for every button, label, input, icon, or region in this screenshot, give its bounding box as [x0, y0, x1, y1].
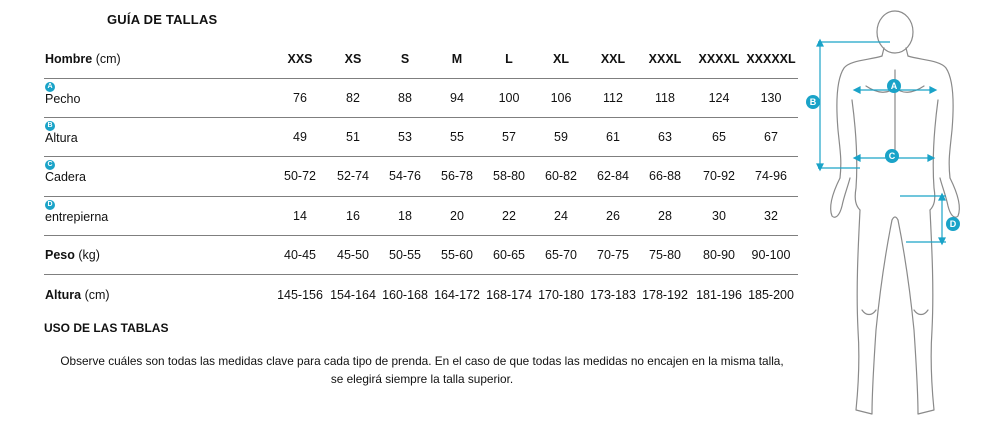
table-cell: 173-183 [590, 288, 636, 302]
table-cell: 66-88 [649, 169, 681, 183]
table-cell: 82 [346, 91, 360, 105]
table-cell: 154-164 [330, 288, 376, 302]
table-header-row [44, 44, 798, 79]
row-label: entrepierna [45, 210, 109, 224]
table-cell: 40-45 [284, 248, 316, 262]
size-header: XXXXL [698, 52, 740, 66]
table-cell: 145-156 [277, 288, 323, 302]
row-label: Pecho [45, 92, 81, 106]
figure-marker-c: C [888, 151, 896, 161]
size-header: L [505, 52, 513, 66]
size-table [44, 44, 798, 313]
table-cell: 32 [764, 209, 778, 223]
table-cell: 62-84 [597, 169, 629, 183]
table-cell: 70-75 [597, 248, 629, 262]
table-cell: 55 [450, 130, 464, 144]
table-cell: 65-70 [545, 248, 577, 262]
marker-a-icon: A [45, 82, 55, 92]
table-cell: 60-65 [493, 248, 525, 262]
table-cell: 185-200 [748, 288, 794, 302]
table-cell: 53 [398, 130, 412, 144]
table-cell: 18 [398, 209, 412, 223]
table-row [44, 236, 798, 275]
table-cell: 63 [658, 130, 672, 144]
table-cell: 52-74 [337, 169, 369, 183]
table-cell: 28 [658, 209, 672, 223]
table-cell: 14 [293, 209, 307, 223]
size-header: XXXL [648, 52, 682, 66]
body-measurement-icon [800, 10, 1000, 426]
size-header: XL [553, 52, 569, 66]
table-cell: 61 [606, 130, 620, 144]
table-cell: 56-78 [441, 169, 473, 183]
table-cell: 118 [655, 91, 675, 105]
size-header: S [400, 52, 410, 66]
table-cell: 55-60 [441, 248, 473, 262]
table-row [44, 275, 798, 313]
table-cell: 90-100 [751, 248, 791, 262]
usage-text [44, 352, 800, 388]
usage-line-2: se elegirá siempre la talla superior. [330, 372, 514, 386]
table-cell: 181-196 [696, 288, 742, 302]
figure-marker-d: D [949, 219, 957, 229]
table-cell: 76 [293, 91, 307, 105]
table-cell: 75-80 [649, 248, 681, 262]
table-cell: 112 [603, 91, 623, 105]
body-figure [800, 10, 1000, 426]
table-cell: 65 [712, 130, 726, 144]
row-label: Cadera [45, 170, 86, 184]
row-label: Peso (kg) [45, 248, 100, 262]
table-cell: 106 [550, 91, 572, 105]
size-header: XXS [287, 52, 313, 66]
table-cell: 160-168 [382, 288, 428, 302]
row-label: Altura (cm) [45, 288, 110, 302]
size-header: XXXXXL [746, 52, 796, 66]
table-cell: 70-92 [703, 169, 735, 183]
table-cell: 20 [450, 209, 464, 223]
table-cell: 168-174 [486, 288, 532, 302]
size-header: XXL [600, 52, 626, 66]
table-cell: 59 [554, 130, 568, 144]
header-label: Hombre (cm) [45, 52, 121, 66]
table-cell: 51 [346, 130, 360, 144]
table-cell: 24 [554, 209, 568, 223]
table-cell: 54-76 [389, 169, 421, 183]
table-cell: 124 [708, 91, 730, 105]
marker-b-icon: B [45, 121, 55, 131]
table-cell: 88 [398, 91, 412, 105]
table-cell: 30 [712, 209, 726, 223]
table-row [44, 79, 798, 118]
table-cell: 22 [502, 209, 516, 223]
marker-d-icon: D [45, 200, 55, 210]
usage-title: USO DE LAS TABLAS [44, 321, 169, 335]
table-row [44, 118, 798, 157]
table-cell: 164-172 [434, 288, 480, 302]
table-row [44, 157, 798, 197]
marker-c-icon: C [45, 160, 55, 170]
row-label: Altura [45, 131, 78, 145]
table-cell: 57 [502, 130, 516, 144]
size-header: XS [344, 52, 362, 66]
table-cell: 16 [346, 209, 360, 223]
table-cell: 100 [498, 91, 520, 105]
figure-marker-b: B [809, 97, 817, 107]
table-cell: 50-72 [284, 169, 316, 183]
table-cell: 94 [450, 91, 464, 105]
table-cell: 130 [760, 91, 782, 105]
figure-marker-a: A [890, 81, 898, 91]
table-row [44, 197, 798, 236]
table-cell: 60-82 [545, 169, 577, 183]
table-cell: 49 [293, 130, 307, 144]
table-cell: 26 [606, 209, 620, 223]
table-cell: 80-90 [703, 248, 735, 262]
size-header: M [451, 52, 463, 66]
table-cell: 74-96 [755, 169, 787, 183]
table-cell: 67 [764, 130, 778, 144]
table-cell: 178-192 [642, 288, 688, 302]
page-title: GUÍA DE TALLAS [107, 12, 218, 27]
table-cell: 170-180 [538, 288, 584, 302]
table-cell: 50-55 [389, 248, 421, 262]
usage-line-1: Observe cuáles son todas las medidas clave para cada tipo de prenda. En el caso de que todas las medidas no encajen en la misma talla, [60, 354, 784, 368]
table-cell: 58-80 [493, 169, 525, 183]
table-cell: 45-50 [337, 248, 369, 262]
